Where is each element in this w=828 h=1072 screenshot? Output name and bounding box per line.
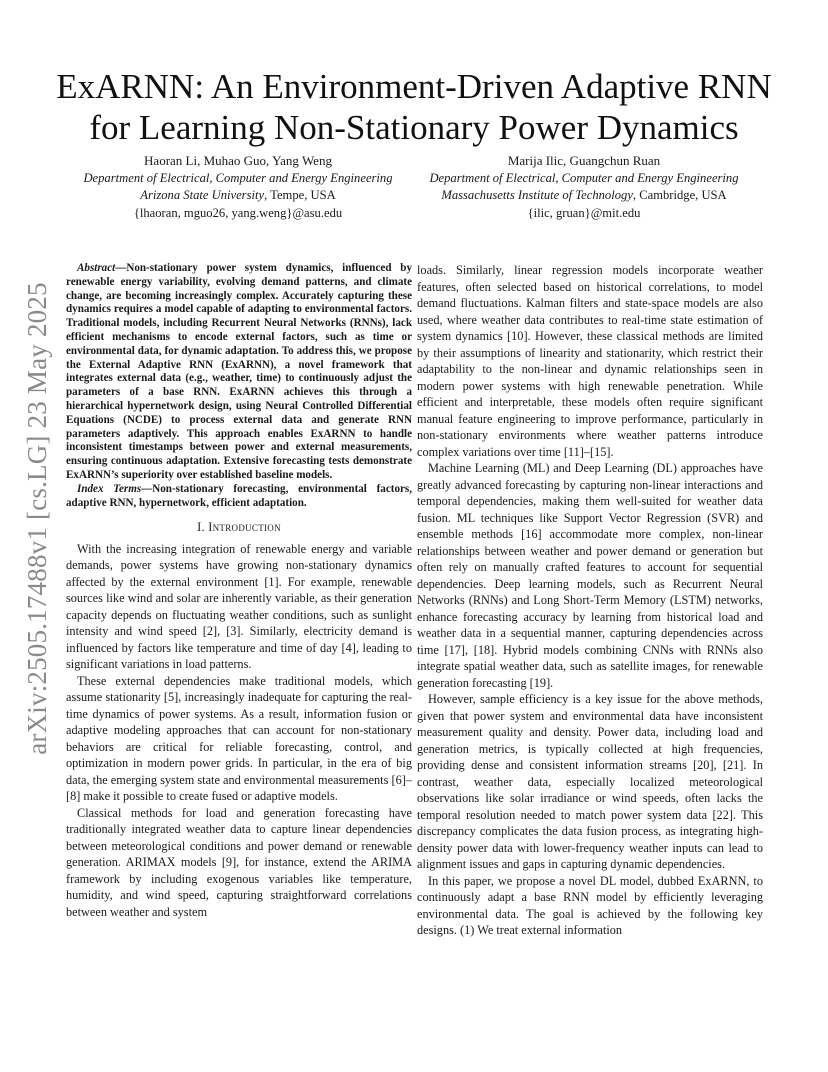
section-title: Introduction (208, 520, 281, 535)
author-department: Department of Electrical, Computer and Energy Engineering (83, 170, 393, 185)
section-heading-introduction (66, 519, 412, 536)
section-numeral: I. (197, 520, 209, 535)
index-terms-text: —Non-stationary forecasting, environmental factors, adaptive RNN, hypernetwork, efficient adaptation. (66, 482, 413, 509)
author-university: Arizona State University (140, 188, 265, 202)
paper-title (0, 66, 828, 148)
title-line-1: ExARNN: An Environment-Driven Adaptive RNN (56, 67, 772, 106)
author-email: {ilic, gruan}@mit.edu (527, 205, 641, 220)
author-group-asu (68, 152, 408, 222)
paragraph: In this paper, we propose a novel DL model, dubbed ExARNN, to continuously adapt a base RNN model by efficiently leveraging environmental data. The goal is achieved by the following key designs. (1) We treat external information (417, 873, 763, 937)
title-line-2: for Learning Non-Stationary Power Dynamics (89, 108, 739, 147)
index-terms (66, 483, 412, 511)
paragraph: loads. Similarly, linear regression models incorporate weather features, often selected based on historical correlations, to model demand fluctuations. Kalman filters and state-space models are also used, where weather data contributes to real-time state estimation of system dynamics [10]. However, these classical methods are limited by their assumptions of linearity and stationarity, which restrict their adaptability to the non-linear and dynamic relationships seen in modern power systems with high renewable penetration. While efficient and interpretable, these models often require significant manual feature engineering to improve performance, particularly in non-stationary environments where weather patterns introduce complex variations over time [11]–[15]. (417, 263, 763, 459)
right-column (417, 262, 763, 939)
paragraph: Machine Learning (ML) and Deep Learning (DL) approaches have greatly advanced forecasting by capturing non-linear interactions and temporal dependencies, making them well-suited for weather data fusion. ML techniques like Support Vector Regression (SVR) and ensemble methods [16] accommodate more complex, non-linear relationships between weather and power demand or generation but often rely on manually crafted features to account for sequential dependencies. Deep learning models, such as Recurrent Neural Networks (RNNs) and Long Short-Term Memory (LSTM) networks, enhance forecasting accuracy by learning from historical load and weather data in a sequential manner, capturing dependencies across time [17], [18]. Hybrid models combining CNNs with RNNs also integrate spatial weather data, such as satellite images, for renewable generation forecasting [19]. (417, 461, 763, 690)
arxiv-stamp-text: arXiv:2505.17488v1 [cs.LG] 23 May 2025 (21, 281, 52, 755)
author-location: , Cambridge, USA (632, 188, 727, 202)
author-names: Marija Ilic, Guangchun Ruan (507, 153, 661, 168)
author-department: Department of Electrical, Computer and Energy Engineering (429, 170, 739, 185)
paragraph: However, sample efficiency is a key issue for the above methods, given that power system and environmental data have inconsistent measurement quality and density. Power data, including load and generation metrics, is typically collected at high frequencies, providing dense and consistent information streams [20], [21]. In contrast, weather data, especially localized meteorological observations like solar irradiance or wind speeds, often lacks the temporal resolution needed to match power system data [22]. This discrepancy complicates the data fusion process, as integrating high-density power data with lower-frequency weather inputs can lead to alignment issues and gaps in capturing dynamic dependencies. (417, 692, 763, 871)
author-group-mit (411, 152, 757, 222)
author-names: Haoran Li, Muhao Guo, Yang Weng (144, 153, 332, 168)
paragraph: With the increasing integration of renewable energy and variable demands, power systems have growing non-stationary dynamics affected by the external environment [1]. For example, renewable sources like wind and solar are inherently variable, as their generation capacity depends on fluctuating weather conditions, such as sunlight intensity and wind speed [2], [3]. Similarly, electricity demand is influenced by factors like temperature and time of day [4], leading to significant variations in load patterns. (66, 541, 412, 672)
paragraph: Classical methods for load and generation forecasting have traditionally integrated weather data to capture linear dependencies between meteorological conditions and power demand or renewable generation. ARIMAX models [9], for instance, extend the ARIMA framework by including exogenous variables like temperature, humidity, and wind speed, capturing straightforward correlations between weather and system (66, 805, 412, 919)
author-location: , Tempe, USA (264, 188, 336, 202)
arxiv-identifier-stamp (12, 278, 62, 758)
abstract-text: —Non-stationary power system dynamics, influenced by renewable energy variability, evolving demand patterns, and climate change, are becoming increasingly complex. Accurately capturing these dynamics requires a model capable of adapting to environmental factors. Traditional models, including Recurrent Neural Networks (RNNs), lack efficient mechanisms to encode external factors, such as time or environmental data, for dynamic adaptation. To address this, we propose the External Adaptive RNN (ExARNN), a novel framework that integrates external data (e.g., weather, time) to continuously adjust the parameters of a base RNN. ExARNN achieves this through a hierarchical hypernetwork design, using Neural Controlled Differential Equations (NCDE) to process external data and generate RNN parameters adaptively. This approach enables ExARNN to handle inconsistent timestamps between power and external measurements, ensuring continuous adaptation. Extensive forecasting tests demonstrate ExARNN’s superiority over established baseline models. (66, 262, 412, 481)
index-terms-lead: Index Terms (77, 482, 142, 495)
author-university: Massachusetts Institute of Technology (441, 188, 633, 202)
paragraph: These external dependencies make traditional models, which assume stationarity [5], increasingly inadequate for capturing the real-time dynamics of power systems. As a result, information fusion or adaptive modeling approaches that can account for non-stationary behaviors are critical for reliable forecasting, control, and optimization in modern power grids. In particular, in the era of big data, the emerging system state and environmental measurements [6]–[8] make it possible to create fused or adaptive models. (66, 673, 412, 804)
abstract (66, 262, 412, 483)
left-column (66, 262, 412, 920)
author-affiliation (68, 187, 408, 205)
abstract-lead: Abstract (77, 262, 116, 274)
author-affiliation (411, 187, 757, 205)
author-email: {lhaoran, mguo26, yang.weng}@asu.edu (133, 205, 343, 220)
